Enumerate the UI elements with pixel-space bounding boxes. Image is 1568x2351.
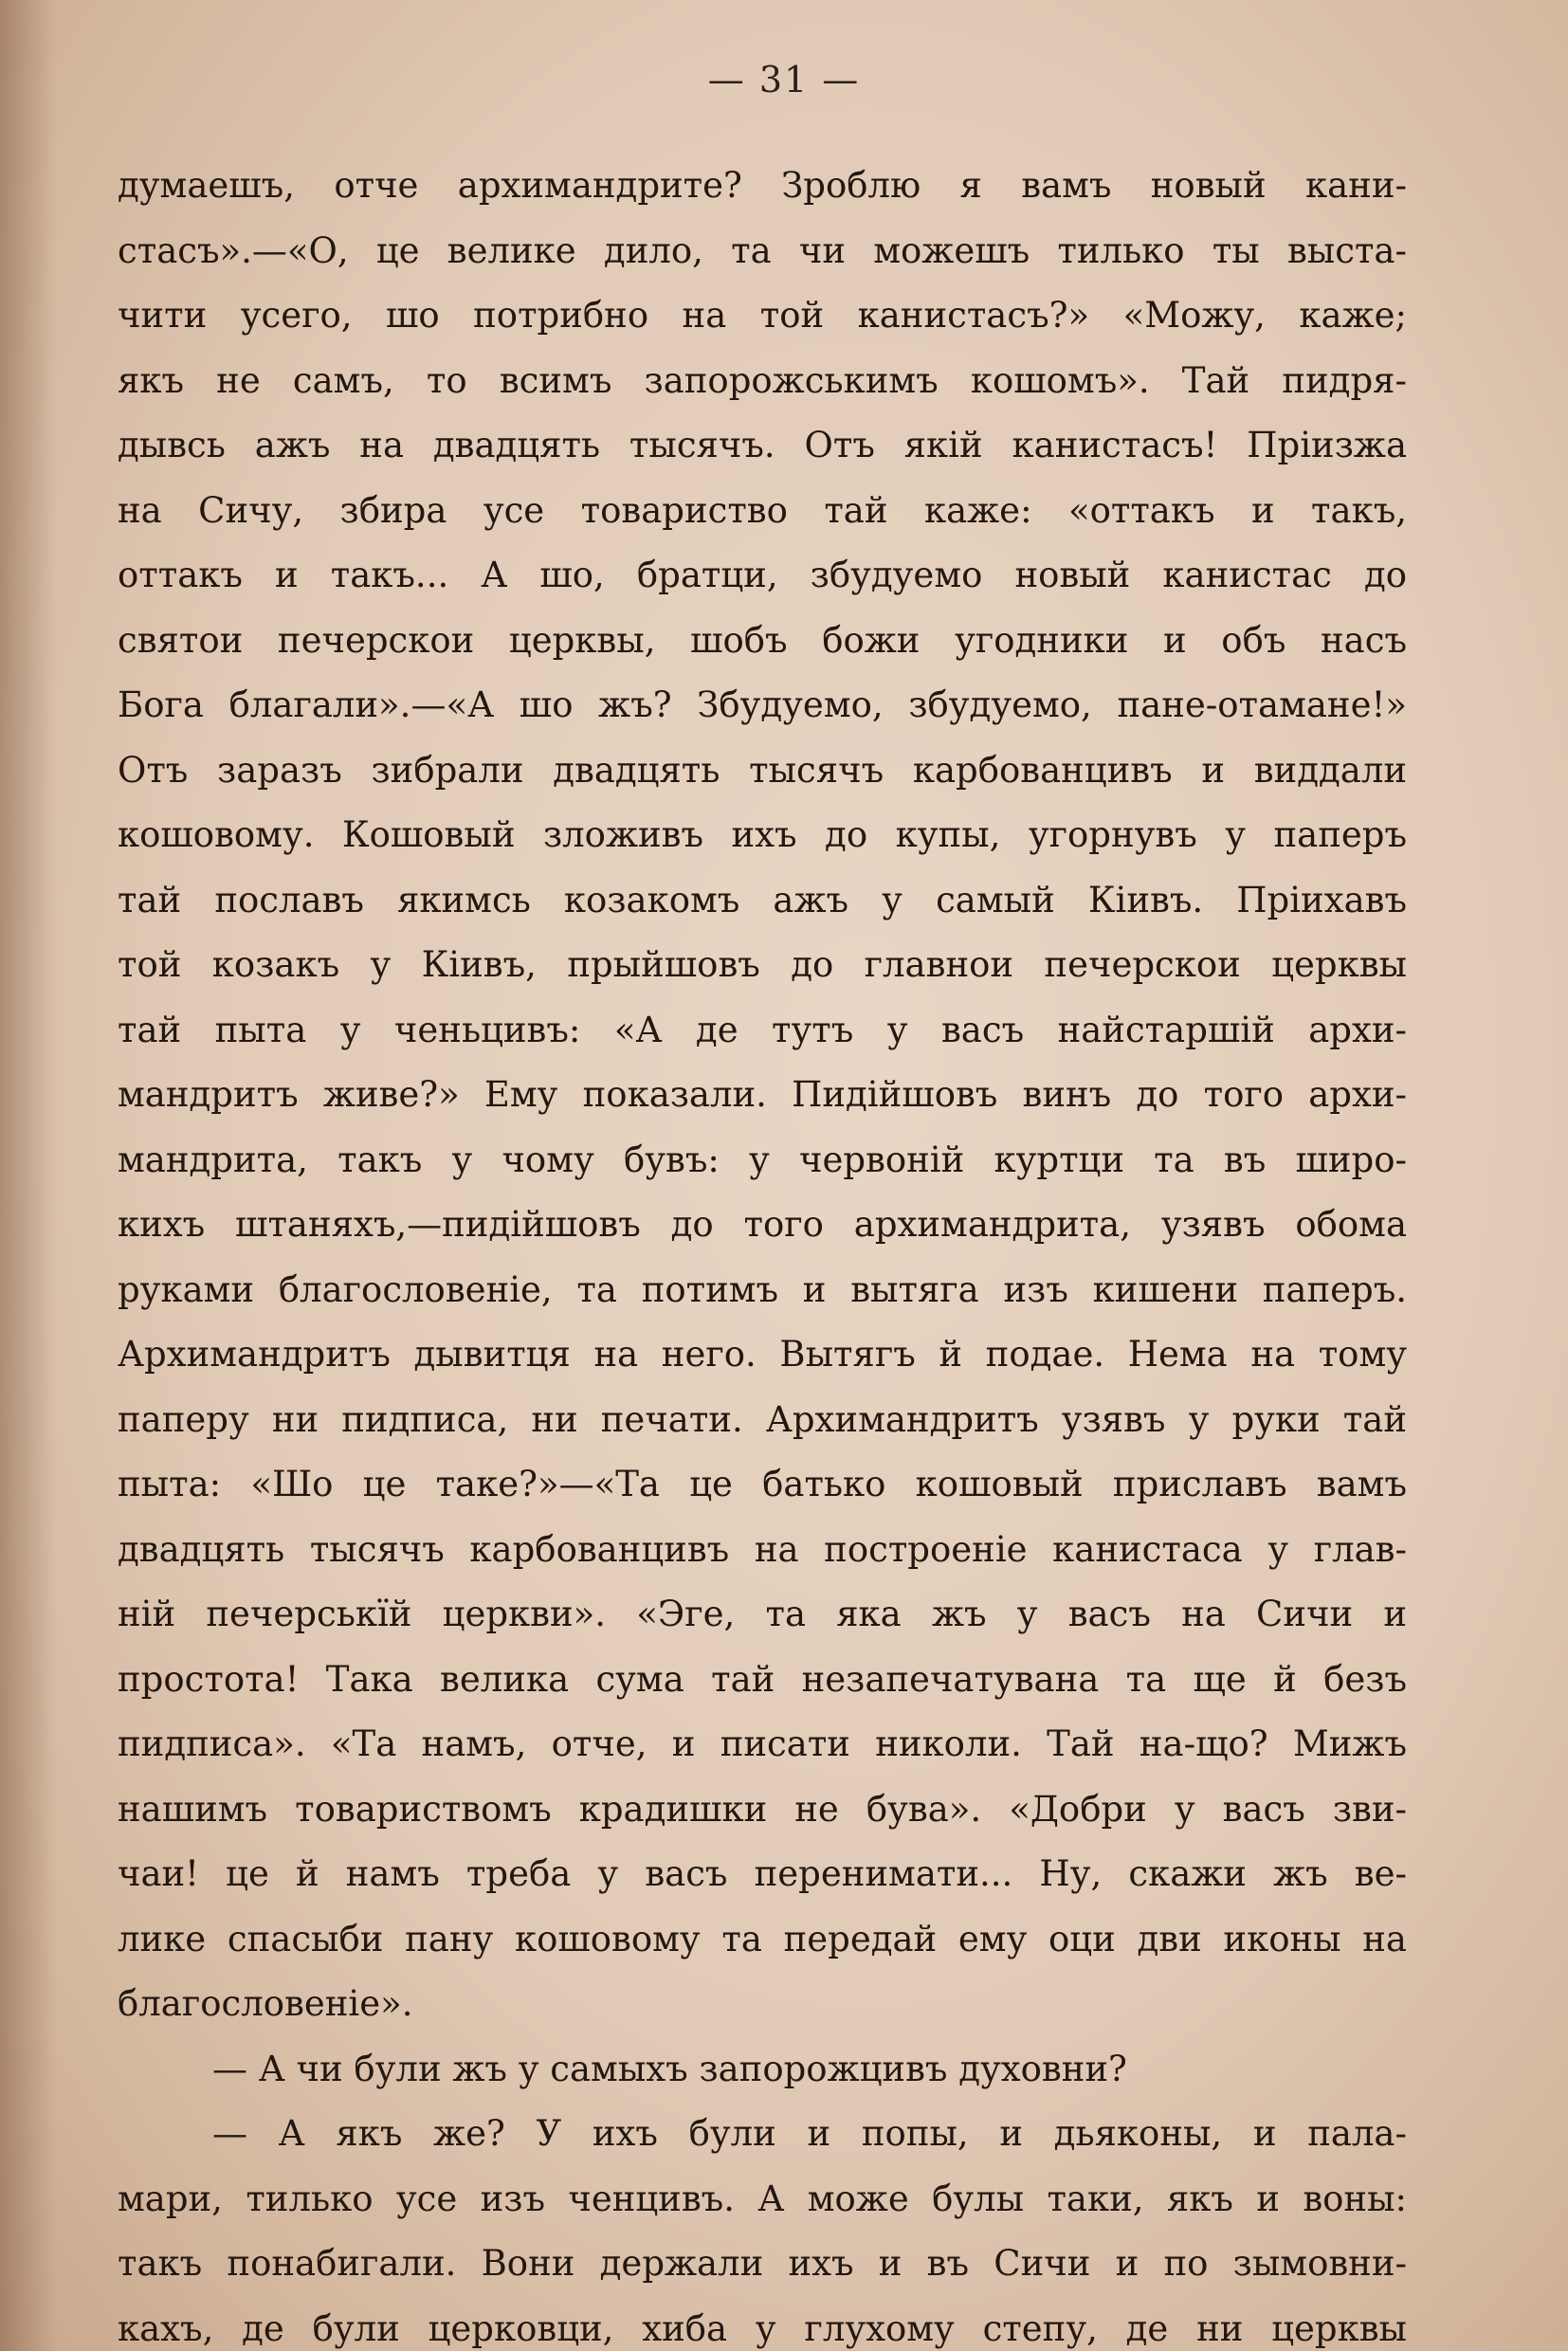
text-line: лике спасыби пану кошовому та передай ему оци дви иконы на xyxy=(118,1918,1407,1959)
text-line: той козакъ у Кіивъ, прыйшовъ до главнои печерскои церквы xyxy=(118,944,1407,985)
text-line: дывсь ажъ на двадцять тысячъ. Отъ якій канистасъ! Пріизжа xyxy=(118,425,1407,465)
text-line: кахъ, де були церковци, хиба у глухому степу, де ни церквы xyxy=(118,2307,1407,2349)
text-line: чаи! це й намъ треба у васъ перенимати... Ну, скажи жъ ве- xyxy=(118,1853,1407,1894)
page-number: — 31 — xyxy=(707,59,861,100)
text-line: святои печерскои церквы, шобъ божи угодники и объ насъ xyxy=(118,619,1407,661)
text-line: пидписа». «Та намъ, отче, и писати николи. Тай на-що? Мижъ xyxy=(118,1723,1407,1764)
text-line: оттакъ и такъ... А шо, братци, збудуемо новый канистас до xyxy=(118,555,1407,595)
body-text xyxy=(118,154,1407,2351)
text-line: такъ понабигали. Вони держали ихъ и въ Сичи и по зымовни- xyxy=(118,2243,1407,2284)
text-line: пыта: «Шо це таке?»—«Та це батько кошовый приславъ вамъ xyxy=(118,1464,1407,1504)
text-line: тай пыта у ченьцивъ: «А де тутъ у васъ найстаршій архи- xyxy=(118,1009,1407,1050)
text-line: мандритъ живе?» Ему показали. Пидійшовъ винъ до того архи- xyxy=(118,1074,1407,1115)
text-line: — А чи були жъ у самыхъ запорожцивъ духовни? xyxy=(212,2048,1127,2089)
text-line: мандрита, такъ у чому бувъ: у червоній куртци та въ широ- xyxy=(118,1139,1407,1180)
text-line: якъ не самъ, то всимъ запорожськимъ кошомъ». Тай пидря- xyxy=(118,359,1407,401)
text-line: нашимъ товариствомъ крадишки не бува». «Добри у васъ зви- xyxy=(118,1788,1407,1830)
text-line: стасъ».—«О, це велике дило, та чи можешъ тилько ты выста- xyxy=(118,229,1407,271)
text-line: кошовому. Кошовый зложивъ ихъ до купы, угорнувъ у паперъ xyxy=(118,814,1407,855)
text-line: мари, тилько усе изъ ченцивъ. А може булы таки, якъ и воны: xyxy=(118,2178,1407,2219)
text-line: двадцять тысячъ карбованцивъ на построеніе канистаса у глав- xyxy=(118,1528,1407,1570)
text-line: Архимандритъ дывитця на него. Вытягъ й подае. Нема на тому xyxy=(118,1334,1407,1375)
text-line: на Сичу, збира усе товариство тай каже: «оттакъ и такъ, xyxy=(118,489,1407,531)
text-line: Бога благали».—«А шо жъ? Збудуемо, збудуемо, пане-отамане!» xyxy=(118,684,1407,725)
text-line: паперу ни пидписа, ни печати. Архимандритъ узявъ у руки тай xyxy=(118,1398,1407,1440)
text-line: тай пославъ якимсь козакомъ ажъ у самый Кіивъ. Пріихавъ xyxy=(118,879,1407,920)
text-line: чити усего, шо потрибно на той канистасъ?» «Можу, каже; xyxy=(118,295,1407,336)
page-gutter-shadow xyxy=(0,0,57,2351)
text-line: Отъ заразъ зибрали двадцять тысячъ карбованцивъ и виддали xyxy=(118,749,1407,791)
text-line: — А якъ же? У ихъ були и попы, и дьяконы, и пала- xyxy=(212,2113,1407,2154)
text-line: ній печерськїй церкви». «Эге, та яка жъ у васъ на Сичи и xyxy=(118,1594,1407,1634)
text-line: благословеніе». xyxy=(118,1983,413,2024)
text-line: кихъ штаняхъ,—пидійшовъ до того архимандрита, узявъ обома xyxy=(118,1204,1407,1245)
text-line: думаешъ, отче архимандрите? Зроблю я вамъ новый кани- xyxy=(118,165,1407,206)
text-line: простота! Така велика сума тай незапечатувана та ще й безъ xyxy=(118,1658,1407,1700)
text-line: руками благословеніе, та потимъ и вытяга изъ кишени паперъ. xyxy=(118,1268,1407,1310)
